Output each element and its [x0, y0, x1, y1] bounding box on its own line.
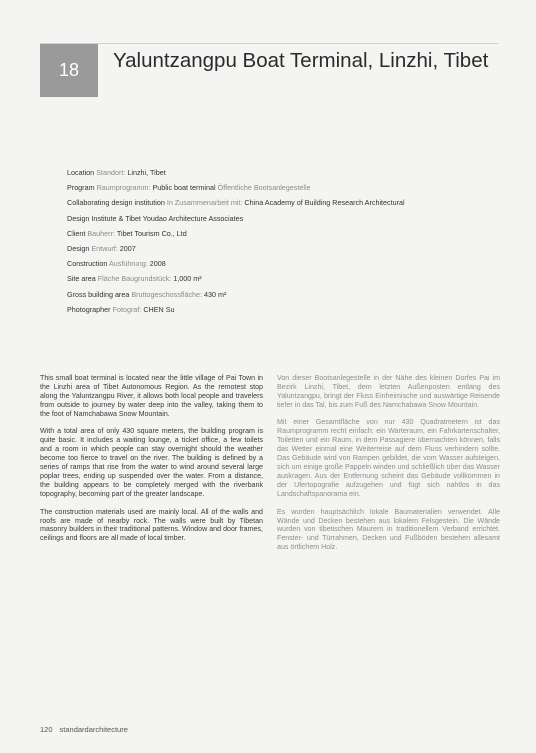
project-number: 18	[58, 60, 80, 80]
fact-gross-building-area: Gross building area Bruttogeschossfläche: 430 m²	[67, 289, 227, 299]
fact-program: Program Raumprogramm: Public boat terminal Öffentliche Bootsanlegestelle	[67, 183, 311, 193]
top-rule	[40, 43, 498, 44]
fact-construction: Construction Ausführung: 2008	[67, 259, 166, 269]
project-title: Yaluntzangpu Boat Terminal, Linzhi, Tibet	[113, 49, 489, 72]
german-paragraph: Mit einer Gesamtfläche von nur 430 Quadratmetern ist das Raumprogramm recht einfach: ein Warteraum, ein Fahrkartenschalter, Toiletten und ein Raum, in dem Passagiere übernachten können, falls das Wetter einmal eine Weiterreise auf dem Fluss verhindern sollte. Das Gebäude wird von Rampen gebildet, die vom Wasser aufsteigen, sich um einige große Pappeln winden und schließlich über das Wasser auskragen. Aus der Entfernung scheint das Gebäude vollkommen in der Ufertopografie aufzugehen und fügt sich nahtlos in das Landschaftspanorama ein.	[277, 418, 500, 499]
german-paragraph: Von dieser Bootsanlegestelle in der Nähe des kleinen Dorfes Pai im Bezirk Linzhi, Tibet, dem letzten Außenposten entlang des Yaluntzangpu, bringt der Fluss Einheimische und auswärtige Reisende tiefer in das Tal, bis zum Fuß des Namchabawa Snow Mountain.	[277, 374, 500, 409]
fact-photographer: Photographer Fotograf: CHEN Su	[67, 304, 175, 314]
page-number: 120	[40, 725, 53, 734]
english-text-column	[40, 374, 263, 552]
fact-location: Location Standort: Linzhi, Tibet	[67, 168, 166, 177]
page-footer	[40, 725, 135, 734]
english-paragraph: The construction materials used are mainly local. All of the walls and roofs are made of nearby rock. The walls were built by Tibetan masonry builders in their traditional patterns. Window and door frames, ceilings and floors are all made of local timber.	[40, 507, 263, 543]
german-paragraph: Es wurden hauptsächlich lokale Baumaterialien verwendet. Alle Wände und Decken bestehen aus lokalem Felsgestein. Die Wände wurden von tibetischen Maurern in traditionellem Verband errichtet. Fenster- und Türrahmen, Decken und Fußböden bestehen allesamt aus örtlichem Holz.	[277, 507, 500, 552]
english-paragraph: This small boat terminal is located near the little village of Pai Town in the Linzhi area of Tibet Autonomous Region. As the remotest stop along the Yaluntzangpu River, it allows both local people and travelers from outside to journey by water deep into the valley, taking them to the foot of Namchabawa Snow Mountain.	[40, 374, 263, 418]
project-facts	[67, 165, 507, 317]
project-number-box	[40, 44, 98, 97]
fact-design: Design Entwurf: 2007	[67, 244, 136, 254]
fact-site-area: Site area Fläche Baugrundstück: 1,000 m²	[67, 274, 202, 284]
fact-client: Client Bauherr: Tibet Tourism Co., Ltd	[67, 228, 187, 238]
english-paragraph: With a total area of only 430 square meters, the building program is quite basic. It includes a waiting lounge, a ticket office, a few toilets and a room in which people can stay overnight should the weather become too fierce to travel on the river. The building is defined by a series of ramps that rise from the water to wind around several large poplar trees, ending up suspended over the water. From a distance, the building appears to be completely merged with the riverbank topography, becoming part of the greater landscape.	[40, 427, 263, 499]
german-text-column	[277, 374, 500, 561]
fact-collaborating-institution-cont: Design Institute & Tibet Youdao Architecture Associates	[67, 213, 244, 223]
fact-collaborating-institution: Collaborating design institution In Zusammenarbeit mit: China Academy of Building Research Architectural	[67, 198, 405, 208]
publication-name: standardarchitecture	[59, 725, 128, 734]
